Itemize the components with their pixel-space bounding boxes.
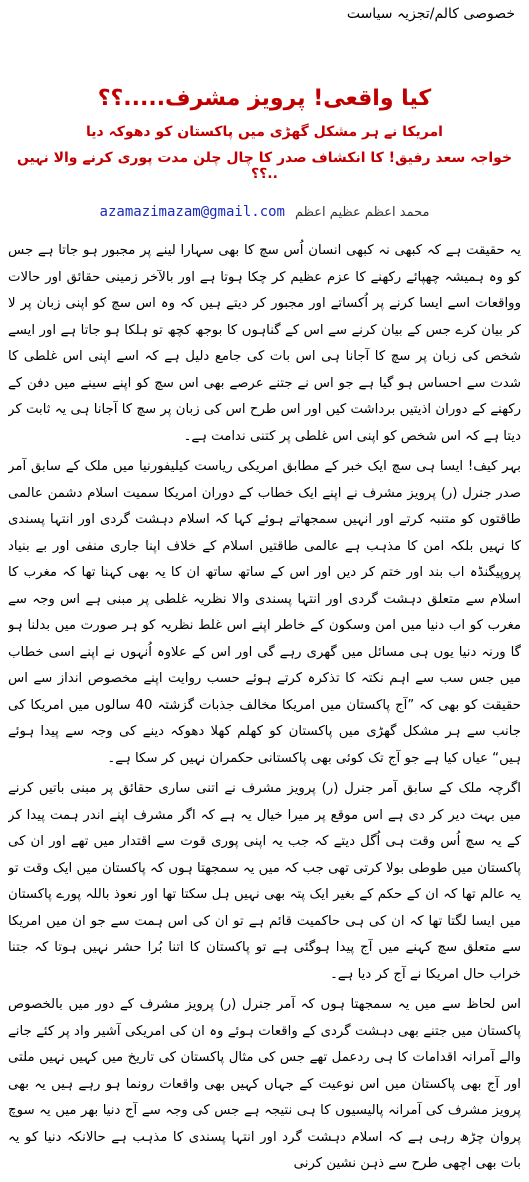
- author-name: محمد اعظم عظیم اعظم: [294, 204, 430, 220]
- article-headline: کیا واقعی! پرویز مشرف.....؟؟: [97, 86, 432, 111]
- column-label: خصوصی کالم/تجزیہ سیاست: [346, 6, 515, 22]
- body-paragraph: بہر کیف! ایسا ہی سچ ایک خبر کے مطابق امریکی ریاست کیلیفورنیا میں ملک کے سابق آمر صدر جنرل (ر) پرویز مشرف نے اپنے ایک خطاب کے دوران امریکا سمیت اسلام دشمن عالمی طاقتوں کو متنبہ کرتے اور انہیں سمجھاتے ہوئے کہا کہ اسلام دہشت گردی اور انتہا پسندی کا نہیں بلکہ امن کا مذہب ہے عالمی طاقتیں اسلام کے خلاف اپنا جاری منفی اور بے بنیاد پروپیگنڈہ اب بند اور ختم کر دیں اور اس کے ساتھ ساتھ ان کا یہ بھی کہنا تھا کہ مغرب کا اسلام سے متعلق دہشت گردی اور انتہا پسندی والا نظریہ غلطی پر مبنی ہے اس وجہ سے مغرب کو اب دنیا میں امن وسکون کے خاطر اپنے اس غلط نظریہ کو ہر صورت میں بدلنا ہو گا ورنہ دنیا یوں ہی مسائل میں گھری رہے گی اور اس کے علاوہ اُنہوں نے اپنے اسی خطاب میں جس سب سے اہم نکتہ کا تذکرہ کرتے ہوئے حسب روایت اپنے مخصوص انداز سے اس حقیقت کو بھی کہ ”آج پاکستان میں امریکا مخالف جذبات گزشتہ 40 سالوں میں امریکا کی جانب سے ہر مشکل گھڑی میں پاکستان کو کھلم کھلا دھوکہ دینے کی وجہ سے پیدا ہوئے ہیں“ عیاں کیا ہے جو آج تک کوئی بھی پاکستانی حکمران نہیں کر سکا ہے۔: [8, 459, 521, 766]
- article-subheadline: امریکا نے ہر مشکل گھڑی میں پاکستان کو دھوکہ دیا: [86, 124, 443, 140]
- article-body: [8, 238, 521, 1178]
- body-paragraph: یہ حقیقت ہے کہ کبھی نہ کبھی انسان اُس سچ کا بھی سہارا لینے پر مجبور ہو جاتا ہے جس کو وہ ہمیشہ چھپائے رکھنے کا عزم عظیم کر چکا ہوتا ہے اور بالآخر زمینی حقائق اور حالات وواقعات اسے ایسا کرنے پر اُکساتے اور مجبور کر دیتے ہیں کہ وہ اس سچ کو اپنی زبان پر لا کر بیان کرے جس کے بیان کرنے سے اس کے گناہوں کا بوجھ کچھ تو ہلکا ہو جاتا ہے اور ایسے شخص کی زبان پر سچ کا آجانا ہی اس بات کی جامع دلیل ہے کہ اسے اپنی اس غلطی کا شدت سے احساس ہو گیا ہے جو اس نے جتنے عرصے بھی اس سچ کو اپنے سینے میں دفن کے رکھنے کے دوران اذیتیں برداشت کیں اور اس طرح اس کی زبان پر سچ کا آجانا ہی یہ ثابت کر دیتا ہے کہ اس شخص کو اپنی اس غلطی پر کتنی ندامت ہے۔: [8, 243, 521, 444]
- author-email-link[interactable]: azamazimazam@gmail.com: [99, 204, 285, 220]
- body-paragraph: اگرچہ ملک کے سابق آمر جنرل (ر) پرویز مشرف نے اتنی ساری حقائق پر مبنی باتیں کرنے میں بہت دیر کر دی ہے اس موقع پر میرا خیال یہ ہے کہ اگر مشرف اپنے اندر ہمت پیدا کر کے یہ سچ اُس وقت ہی اُگل دیتے کہ جب یہ اپنی پوری قوت سے اقتدار میں تھے اور ان کی پاکستان میں طوطی بولا کرتی تھی جب کہ میں یہ سمجھتا ہوں کہ پاکستان میں ایک وقت تو یہ عالم تھا کہ ان کے حکم کے بغیر ایک پتہ بھی نہیں ہل سکتا تھا اور نعوذ باللہ پورے پاکستان میں ایسا لگتا تھا کہ ان کی ہی حاکمیت قائم ہے تو ان کی اس ہمت سے جو ان میں امریکا سے متعلق سچ کہنے میں آج پیدا ہوگئی ہے تو پاکستان کا اتنا بُرا حشر نہیں ہوتا کہ جتنا خراب حال امریکا نے آج کر دیا ہے۔: [8, 781, 521, 982]
- article-subheadline-secondary: خواجہ سعد رفیق! کا انکشاف صدر کا چال چلن مدت پوری کرنے والا نہیں ..؟؟: [16, 150, 513, 182]
- body-paragraph: اس لحاظ سے میں یہ سمجھتا ہوں کہ آمر جنرل (ر) پرویز مشرف کے دور میں بالخصوص پاکستان میں جتنے بھی دہشت گردی کے واقعات ہوئے وہ ان کی امریکی آشیر واد پر کئے جانے والے آمرانہ اقدامات کا ہی ردعمل تھے جس کی مثال پاکستان کی تاریخ میں کہیں نہیں ملتی اور آج بھی پاکستان میں اس نوعیت کے جہاں کہیں بھی واقعات رونما ہو رہے ہیں یہ بھی پرویز مشرف کی آمرانہ پالیسیوں کا ہی نتیجہ ہے جس کی وجہ سے آج دنیا بھر میں یہ سوچ پروان چڑھ رہی ہے کہ اسلام دہشت گرد اور انتہا پسندی کا مذہب ہے حالانکہ دنیا کو یہ بات بھی اچھی طرح سے ذہن نشین کرنی: [8, 997, 521, 1171]
- byline: [0, 198, 529, 226]
